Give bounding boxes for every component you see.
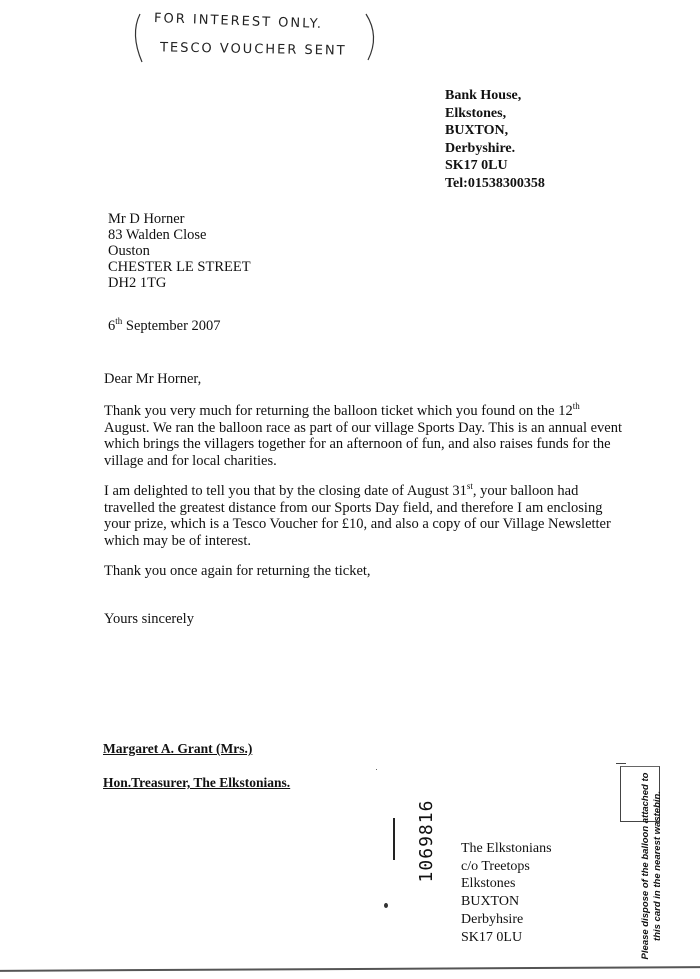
sender-line: SK17 0LU: [445, 158, 508, 173]
signature-name: Margaret A. Grant (Mrs.): [103, 741, 253, 756]
para1-text-a: Thank you very much for returning the balloon ticket which you found on the 12: [104, 403, 573, 419]
note-line-1: FOR INTEREST ONLY.: [153, 11, 324, 32]
recipient-line: Mr D Horner: [108, 211, 185, 227]
scan-speck: [384, 903, 388, 908]
stamp-corner-mark: [616, 763, 626, 764]
page-bottom-edge: [0, 966, 700, 972]
date-month-year: September 2007: [122, 318, 221, 334]
date-day: 6: [108, 318, 116, 334]
recipient-line: Ouston: [108, 243, 150, 259]
card-address-line: c/o Treetops: [461, 858, 530, 874]
card-address-line: BUXTON: [461, 894, 520, 910]
para1-sup: th: [572, 401, 580, 412]
disposal-instructions: [640, 771, 670, 961]
card-address-line: SK17 0LU: [461, 929, 523, 945]
card-address-line: Derbyhsire: [461, 911, 524, 927]
body-paragraph-3: Thank you once again for returning the ticket,: [104, 563, 371, 579]
card-address-line: Elkstones: [461, 876, 516, 892]
card-serial-number: 1069816: [416, 799, 437, 883]
card-address-line: The Elkstonians: [461, 841, 552, 856]
sender-line: BUXTON,: [445, 123, 509, 138]
salutation: Dear Mr Horner,: [104, 371, 202, 387]
sender-line: Elkstones,: [445, 105, 507, 121]
recipient-line: 83 Walden Close: [108, 227, 207, 243]
signature-title: Hon.Treasurer, The Elkstonians.: [103, 775, 291, 790]
serial-bar: [393, 818, 395, 860]
dispose-line-1: Please dispose of the balloon attached to: [640, 772, 651, 960]
date-suffix: th: [115, 316, 123, 327]
note-line-2: TESCO VOUCHER SENT: [159, 40, 347, 59]
para2-text-b: , your balloon had travelled the greatest distance from our Sports Day field, and therefore I am enclosing your prize, which is a Tesco Voucher for £10, and also a copy of our Village Newsletter which may be of interest.: [104, 483, 611, 549]
scan-speck: [376, 769, 377, 770]
body-paragraph-2: [104, 483, 624, 549]
sender-phone: Tel:01538300358: [445, 175, 545, 191]
sender-address: [445, 87, 545, 192]
return-card-address: [461, 840, 552, 946]
letter-date: [108, 318, 221, 335]
sender-line: Derbyshire.: [445, 140, 516, 156]
dispose-line-2: this card in the nearest wastebin.: [652, 791, 663, 941]
para2-sup: st: [466, 481, 473, 492]
para2-text-a: I am delighted to tell you that by the closing date of August 31: [104, 483, 467, 499]
body-paragraph-1: [104, 403, 624, 469]
para1-text-b: August. We ran the balloon race as part of our village Sports Day. This is an annual event which brings the villagers together for an afternoon of fun, and also raises funds for the village and for local charities.: [104, 419, 623, 469]
recipient-address: [108, 211, 251, 291]
handwritten-note: [118, 6, 388, 68]
closing: Yours sincerely: [104, 611, 194, 627]
sender-line: Bank House,: [445, 88, 522, 103]
recipient-line: CHESTER LE STREET: [108, 259, 251, 275]
recipient-line: DH2 1TG: [108, 275, 167, 291]
